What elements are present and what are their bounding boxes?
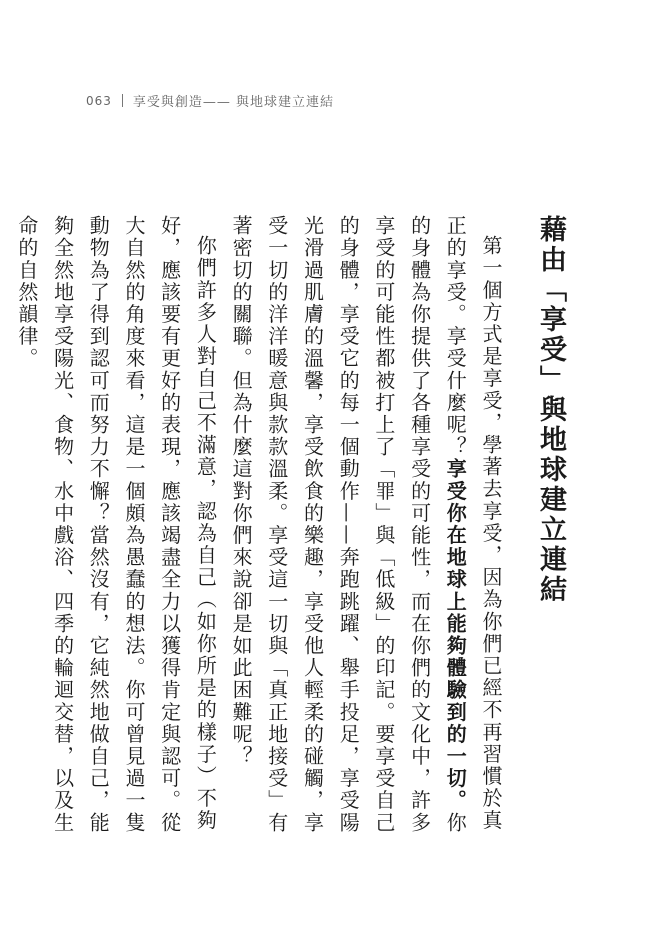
chapter-title: 享受與創造—— 與地球建立連結 (132, 95, 335, 110)
section-title: 藉由「享受」與地球建立連結 (535, 215, 566, 605)
paragraph-2 (8, 215, 222, 840)
running-header (86, 91, 334, 110)
paragraph-1-text-a: 第一個方式是享受，學著去享受，因為你們已經不再習慣於真正的享受。享受什麼呢？ (443, 215, 503, 832)
paragraph-1-text-b: 你的身體為你提供了各種享受的可能性，而在你們的文化中，許多享受的可能性都被打上了「罪」與「低級」的印記。要享受自己的身體，享受它的每一個動作——奔跑跳躍、舉手投足，享受陽光滑過肌膚的溫馨，享受飲食的樂趣，享受他人輕柔的碰觸，享受一切的洋洋暖意與款款溫柔。享受這一切與「真正地接受」有著密切的關聯。但為什麼這對你們來說卻是如此困難呢？ (229, 215, 468, 834)
page-number: 063 (86, 93, 112, 108)
vertical-text-body (14, 215, 570, 840)
paragraph-1 (222, 215, 508, 840)
paragraph-1-emphasis: 享受你在地球上能夠體驗到的一切。 (443, 458, 468, 812)
paragraph-2-text: 你們許多人對自己不滿意，認為自己（如你所是的樣子）不夠好，應該要有更好的表現，應該竭盡全力以獲得肯定與認可。從大自然的角度來看，這是一個頗為愚蠢的想法。你可曾見過一隻動物為了得到認可而努力不懈？當然沒有，它純然地做自己，能夠全然地享受陽光、食物、水中戲浴、四季的輪迴交替，以及生命的自然韻律。 (14, 215, 218, 834)
header-divider (122, 94, 123, 107)
